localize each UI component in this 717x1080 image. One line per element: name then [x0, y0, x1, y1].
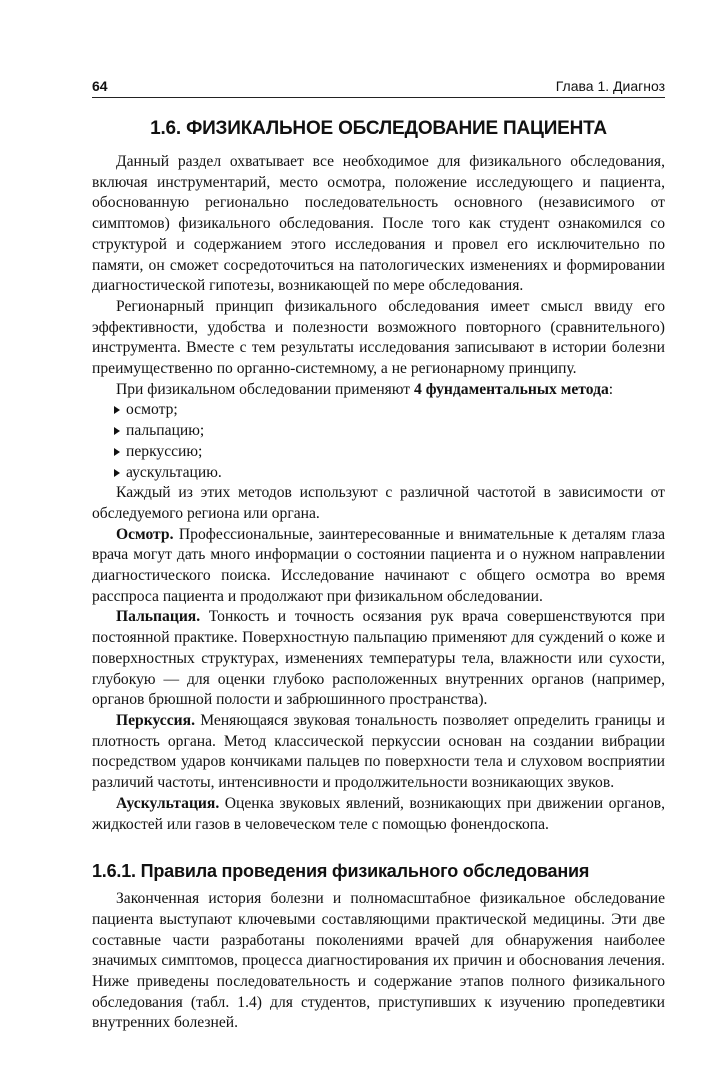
auscultation-text: Оценка звуковых явлений, возникающих при движении органов, жидкостей или газов в человеческом теле с помощью фонендоскопа. [92, 794, 665, 833]
list-item-text: аускультацию. [126, 463, 222, 481]
methods-intro-paragraph [92, 380, 665, 401]
auscultation-term: Аускультация. [116, 794, 220, 812]
methods-intro-lead: При физикальном обследовании применяют [116, 380, 415, 398]
regional-principle-paragraph: Регионарный принцип физикального обследования имеет смысл ввиду его эффективности, удобства и полезности возможного повторного (сравнительного) инструмента. Вместе с тем результаты исследования записывают в истории болезни преимущественно по органно-системному, а не регионарному принципу. [92, 297, 665, 378]
list-item [114, 463, 665, 484]
palpation-term: Пальпация. [116, 608, 201, 626]
subsection-title: 1.6.1. Правила проведения физикального обследования [92, 861, 590, 882]
list-item [114, 442, 665, 463]
inspection-paragraph [92, 525, 665, 608]
palpation-paragraph [92, 607, 665, 711]
page-number: 64 [92, 78, 108, 94]
methods-intro-tail: : [608, 380, 614, 398]
list-item [114, 421, 665, 442]
triangle-bullet-icon [114, 469, 120, 477]
palpation-text: Тонкость и точность осязания рук врача совершенствуются при постоянной практике. Поверхностную пальпацию применяют для суждений о коже и поверхностных структурах, изменениях температуры тела, влажности или сухости, глубокую — для оценки глубоко расположенных внутренних органов (например, органов брюшной полости и забрюшинного пространства). [92, 608, 665, 709]
running-header [92, 77, 665, 98]
page-content [92, 116, 665, 1034]
intro-paragraph: Данный раздел охватывает все необходимое для физикального обследования, включая инструментарий, место осмотра, положение исследующего и пациента, обоснованную регионально последовательность основного (независимого от симптомов) физикального обследования. После того как студент ознакомился со структурой и содержанием этого исследования и провел его исключительно по памяти, он сможет сосредоточиться на патологических изменениях и формировании диагностической гипотезы, возникающей по мере обследования. [92, 153, 665, 295]
list-item-text: перкуссию; [126, 442, 203, 460]
percussion-term: Перкуссия. [116, 711, 195, 729]
list-item [114, 400, 665, 421]
inspection-term: Осмотр. [116, 525, 174, 543]
methods-list [92, 400, 665, 483]
triangle-bullet-icon [114, 406, 120, 414]
list-item-text: пальпацию; [126, 422, 205, 440]
triangle-bullet-icon [114, 427, 120, 435]
inspection-text: Профессиональные, заинтересованные и внимательные к деталям глаза врача могут дать много информации о состоянии пациента и о нужном направлении диагностического поиска. Исследование начинают с общего осмотра во время расспроса пациента и продолжают при физикальном обследовании. [92, 525, 665, 605]
list-item-text: осмотр; [126, 401, 178, 419]
auscultation-paragraph [92, 794, 665, 835]
section-title: 1.6. ФИЗИКАЛЬНОЕ ОБСЛЕДОВАНИЕ ПАЦИЕНТА [150, 118, 607, 139]
rules-paragraph: Законченная история болезни и полномасштабное физикальное обследование пациента выступают ключевыми составляющими практической медицины. Эти две составные части разработаны поколениями врачей для обнаружения наиболее значимых симптомов, процесса диагностирования их причин и обоснования лечения. Ниже приведены последовательность и содержание этапов полного физикального обследования (табл. 1.4) для студентов, приступивших к изучению пропедевтики внутренних болезней. [92, 890, 665, 1032]
methods-intro-bold: 4 фундаментальных метода [414, 380, 609, 398]
chapter-label: Глава 1. Диагноз [555, 78, 665, 94]
percussion-text: Меняющаяся звуковая тональность позволяет определить границы и плотность органа. Метод классической перкуссии основан на создании вибрации посредством ударов кончиками пальцев по поверхности тела и слуховом восприятии различий частоты, интенсивности и продолжительности возникающих звуков. [92, 711, 665, 792]
triangle-bullet-icon [114, 448, 120, 456]
percussion-paragraph [92, 711, 665, 794]
methods-frequency-paragraph: Каждый из этих методов используют с различной частотой в зависимости от обследуемого региона или органа. [92, 484, 665, 522]
